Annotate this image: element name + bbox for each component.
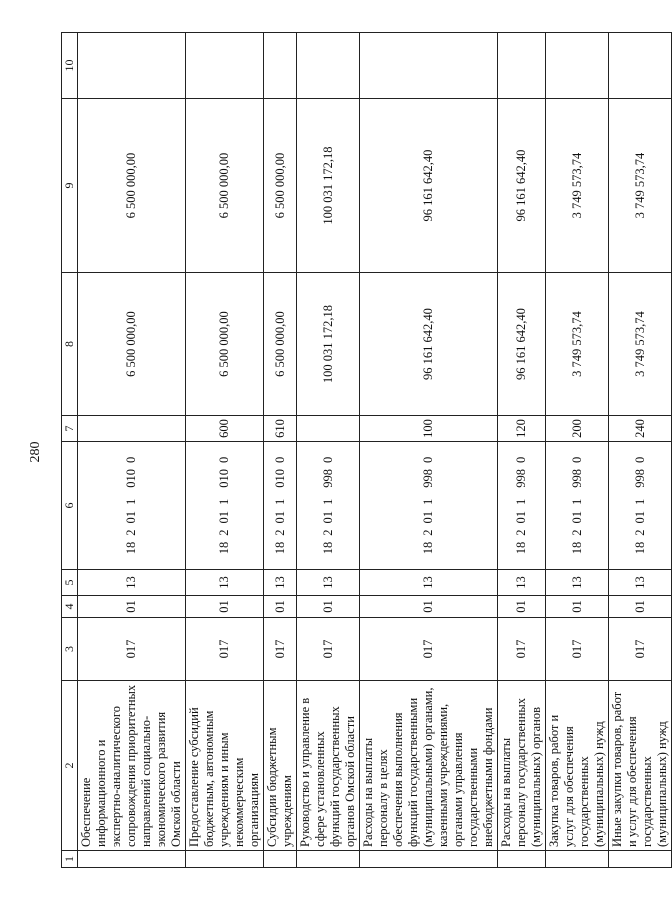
target-code-part: 2	[320, 529, 335, 536]
target-code-part: 18	[320, 541, 335, 555]
target-code-part: 18	[514, 541, 528, 555]
target-code-part: 0	[421, 456, 435, 463]
target-code-part: 01	[272, 511, 287, 524]
target-code-part: 2	[514, 529, 528, 536]
target-code	[421, 454, 436, 558]
target-code-part: 18	[217, 541, 231, 555]
cell-col10	[498, 33, 546, 99]
cell-gr: 017	[498, 618, 546, 681]
target-code-part: 1	[569, 498, 584, 505]
cell-expense-type: 200	[546, 416, 609, 442]
target-code-part: 2	[217, 529, 231, 536]
target-code-part: 2	[632, 529, 647, 536]
target-code-part: 18	[421, 541, 435, 555]
cell-col10	[297, 33, 360, 99]
cell-section: 01	[546, 596, 609, 618]
target-code-part: 01	[421, 511, 435, 524]
cell-col10	[264, 33, 297, 99]
cell-target-code	[186, 442, 264, 570]
target-code-part: 1	[632, 498, 647, 505]
cell-subsection: 13	[186, 570, 264, 596]
target-code-part: 0	[272, 456, 287, 463]
cell-gr: 017	[78, 618, 186, 681]
target-code	[321, 454, 336, 558]
target-code	[633, 454, 648, 558]
column-number-row	[62, 33, 78, 868]
target-code-part: 998	[514, 469, 528, 488]
cell-name: Закупка товаров, работ и услуг для обеспечения государственных (муниципальных) нужд	[546, 681, 609, 851]
page-number: 280	[28, 441, 43, 463]
cell-name: Обеспечение информационного и экспертно-аналитического сопровождения приоритетных направлений социально-экономического развития Омской области	[78, 681, 186, 851]
target-code-part: 01	[514, 511, 528, 524]
table-row	[498, 33, 546, 868]
target-code-part: 01	[569, 511, 584, 524]
target-code-part: 01	[217, 511, 231, 524]
cell-expense-type: 120	[498, 416, 546, 442]
table-row	[546, 33, 609, 868]
cell-subsection: 13	[360, 570, 498, 596]
target-code-part: 2	[272, 529, 287, 536]
cell-subsection: 13	[609, 570, 672, 596]
cell-subsection: 13	[498, 570, 546, 596]
col-header: 1	[62, 851, 78, 868]
cell-col1	[264, 851, 297, 868]
target-code-part: 1	[272, 498, 287, 505]
target-code	[124, 454, 139, 558]
cell-col1	[360, 851, 498, 868]
target-code	[514, 454, 529, 558]
target-code-part: 1	[421, 498, 435, 505]
cell-section: 01	[609, 596, 672, 618]
cell-amount: 3 749 573,74	[546, 273, 609, 416]
col-header: 4	[62, 596, 78, 618]
cell-expense-type	[297, 416, 360, 442]
col-header: 7	[62, 416, 78, 442]
cell-gr: 017	[609, 618, 672, 681]
table-row	[609, 33, 672, 868]
cell-name: Иные закупки товаров, работ и услуг для обеспечения государственных (муниципальных) нужд	[609, 681, 672, 851]
target-code-part: 0	[514, 456, 528, 463]
cell-subsection: 13	[78, 570, 186, 596]
cell-col10	[609, 33, 672, 99]
budget-table	[61, 32, 672, 868]
cell-expense-type: 600	[186, 416, 264, 442]
cell-amount: 6 500 000,00	[186, 99, 264, 273]
cell-col1	[297, 851, 360, 868]
cell-amount: 100 031 172,18	[297, 99, 360, 273]
target-code-part: 1	[320, 498, 335, 505]
target-code-part: 1	[124, 498, 138, 505]
cell-amount: 96 161 642,40	[360, 99, 498, 273]
target-code	[273, 454, 288, 558]
cell-target-code	[609, 442, 672, 570]
cell-amount: 3 749 573,74	[609, 99, 672, 273]
target-code	[570, 454, 585, 558]
target-code-part: 0	[320, 456, 335, 463]
cell-col1	[498, 851, 546, 868]
rotated-table-wrapper	[61, 33, 669, 868]
cell-section: 01	[264, 596, 297, 618]
cell-target-code	[297, 442, 360, 570]
col-header: 10	[62, 33, 78, 99]
cell-subsection: 13	[264, 570, 297, 596]
cell-target-code	[546, 442, 609, 570]
cell-amount: 6 500 000,00	[264, 273, 297, 416]
target-code-part: 01	[320, 511, 335, 524]
col-header: 8	[62, 273, 78, 416]
cell-section: 01	[186, 596, 264, 618]
cell-amount: 100 031 172,18	[297, 273, 360, 416]
cell-section: 01	[297, 596, 360, 618]
cell-expense-type: 100	[360, 416, 498, 442]
table-row	[264, 33, 297, 868]
cell-target-code	[360, 442, 498, 570]
target-code-part: 18	[569, 541, 584, 555]
cell-amount: 6 500 000,00	[78, 273, 186, 416]
cell-col10	[360, 33, 498, 99]
target-code-part: 01	[124, 511, 138, 524]
table-row	[360, 33, 498, 868]
target-code-part: 1	[217, 498, 231, 505]
cell-col10	[186, 33, 264, 99]
cell-amount: 3 749 573,74	[609, 273, 672, 416]
target-code-part: 0	[217, 456, 231, 463]
col-header: 3	[62, 618, 78, 681]
cell-col10	[78, 33, 186, 99]
target-code-part: 18	[632, 541, 647, 555]
target-code-part: 18	[272, 541, 287, 555]
cell-name: Расходы на выплаты персоналу государственных (муниципальных) органов	[498, 681, 546, 851]
cell-amount: 96 161 642,40	[360, 273, 498, 416]
cell-col1	[546, 851, 609, 868]
cell-name: Расходы на выплаты персоналу в целях обеспечения выполнения функций государственными (муниципальными) органами, казенными учреждениями, органами управления государственными внебюджетными фондами	[360, 681, 498, 851]
cell-col1	[609, 851, 672, 868]
cell-gr: 017	[264, 618, 297, 681]
cell-name: Предоставление субсидий бюджетным, автономным учреждениям и иным некоммерческим организациям	[186, 681, 264, 851]
cell-col1	[78, 851, 186, 868]
target-code-part: 998	[421, 469, 435, 488]
target-code-part: 1	[514, 498, 528, 505]
cell-col10	[546, 33, 609, 99]
col-header: 2	[62, 681, 78, 851]
cell-gr: 017	[360, 618, 498, 681]
table-body	[78, 33, 672, 868]
target-code-part: 2	[421, 529, 435, 536]
cell-amount: 3 749 573,74	[546, 99, 609, 273]
col-header: 9	[62, 99, 78, 273]
target-code-part: 998	[320, 469, 335, 488]
target-code-part: 0	[124, 456, 138, 463]
target-code	[217, 454, 232, 558]
target-code-part: 2	[569, 529, 584, 536]
cell-expense-type	[78, 416, 186, 442]
cell-name: Руководство и управление в сфере установленных функций государственных органов Омской области	[297, 681, 360, 851]
cell-expense-type: 610	[264, 416, 297, 442]
target-code-part: 010	[124, 469, 138, 488]
cell-amount: 6 500 000,00	[78, 99, 186, 273]
cell-section: 01	[360, 596, 498, 618]
target-code-part: 998	[569, 469, 584, 488]
cell-target-code	[78, 442, 186, 570]
cell-amount: 96 161 642,40	[498, 99, 546, 273]
cell-amount: 6 500 000,00	[264, 99, 297, 273]
cell-subsection: 13	[297, 570, 360, 596]
cell-target-code	[498, 442, 546, 570]
target-code-part: 0	[632, 456, 647, 463]
cell-section: 01	[78, 596, 186, 618]
cell-gr: 017	[546, 618, 609, 681]
cell-expense-type: 240	[609, 416, 672, 442]
table-row	[186, 33, 264, 868]
target-code-part: 2	[124, 529, 138, 536]
target-code-part: 01	[632, 511, 647, 524]
cell-gr: 017	[297, 618, 360, 681]
table-row	[78, 33, 186, 868]
table-row	[297, 33, 360, 868]
cell-amount: 96 161 642,40	[498, 273, 546, 416]
cell-col1	[186, 851, 264, 868]
cell-subsection: 13	[546, 570, 609, 596]
cell-gr: 017	[186, 618, 264, 681]
cell-section: 01	[498, 596, 546, 618]
target-code-part: 18	[124, 541, 138, 555]
target-code-part: 0	[569, 456, 584, 463]
col-header: 5	[62, 570, 78, 596]
cell-target-code	[264, 442, 297, 570]
target-code-part: 010	[272, 469, 287, 488]
target-code-part: 010	[217, 469, 231, 488]
col-header: 6	[62, 442, 78, 570]
cell-amount: 6 500 000,00	[186, 273, 264, 416]
cell-name: Субсидии бюджетным учреждениям	[264, 681, 297, 851]
target-code-part: 998	[632, 469, 647, 488]
